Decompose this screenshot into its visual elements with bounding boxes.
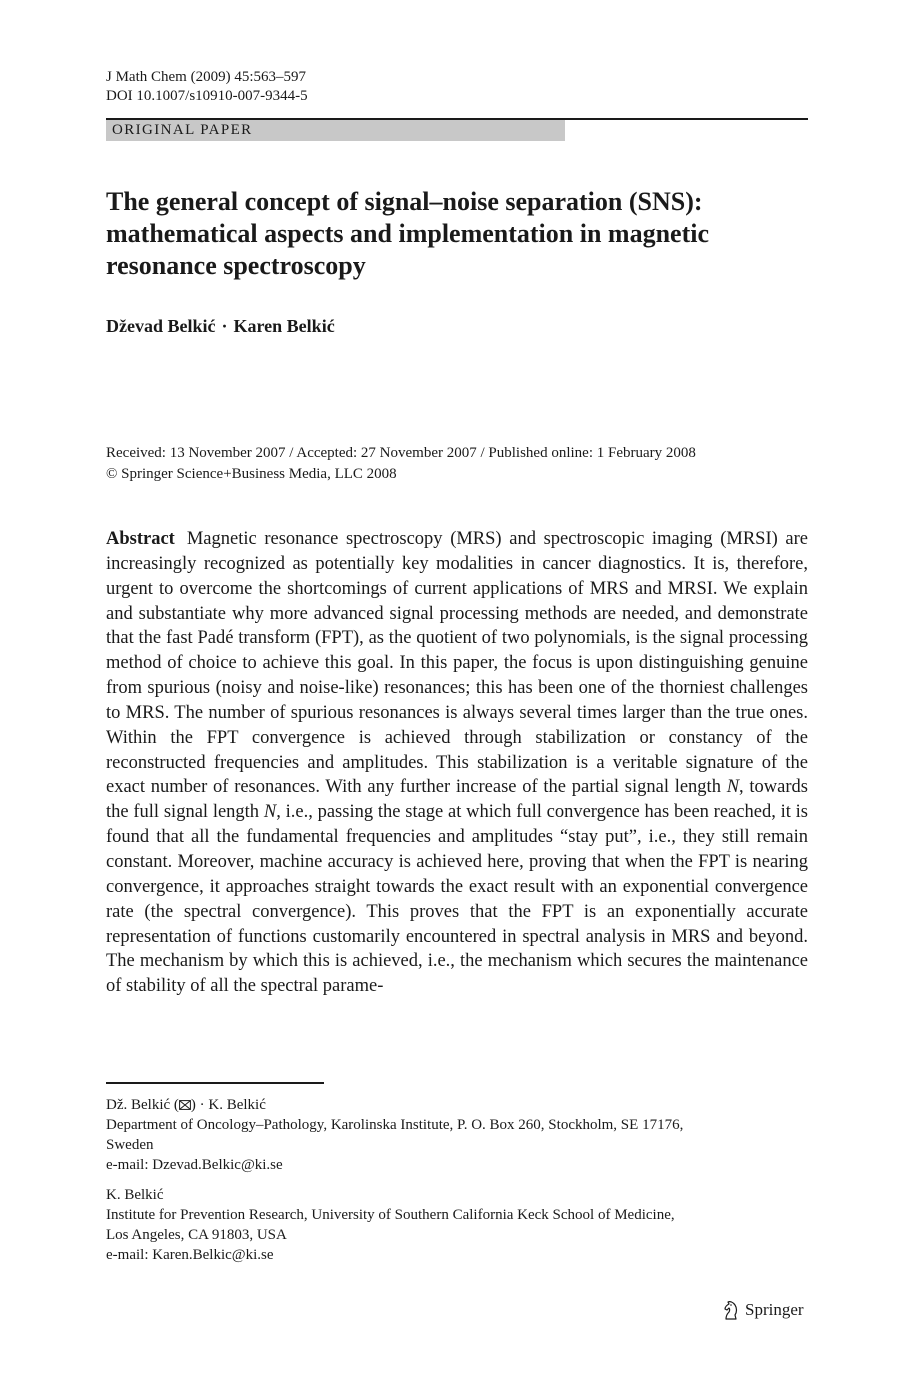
doi-line: DOI 10.1007/s10910-007-9344-5 bbox=[106, 88, 308, 104]
footnote-1-names bbox=[106, 1095, 808, 1115]
footnote-2-name: K. Belkić bbox=[106, 1187, 164, 1203]
article-type-badge: ORIGINAL PAPER bbox=[106, 120, 565, 141]
abstract-var-n-1: N bbox=[726, 777, 740, 798]
copyright-line: © Springer Science+Business Media, LLC 2008 bbox=[106, 466, 397, 482]
abstract-label: Abstract bbox=[106, 529, 175, 549]
publication-dates bbox=[106, 443, 696, 485]
publisher-name: Springer bbox=[745, 1300, 804, 1319]
footnote-1-name-suffix: ) · K. Belkić bbox=[190, 1097, 266, 1113]
footnote-1-affil-2: Sweden bbox=[106, 1137, 154, 1153]
footnote-affiliation-2 bbox=[106, 1185, 808, 1265]
chess-knight-icon bbox=[722, 1299, 740, 1321]
author-list bbox=[106, 316, 335, 337]
author-second: Karen Belkić bbox=[233, 316, 335, 336]
abstract-var-n-2: N bbox=[263, 802, 277, 823]
received-line: Received: 13 November 2007 / Accepted: 27 November 2007 / Published online: 1 February 2008 bbox=[106, 445, 696, 461]
footnote-2-affil-2: Los Angeles, CA 91803, USA bbox=[106, 1227, 287, 1243]
abstract-text-2: , towards the full signal length bbox=[106, 777, 808, 823]
journal-line: J Math Chem (2009) 45:563–597 bbox=[106, 69, 306, 85]
footnote-1-email: e-mail: Dzevad.Belkic@ki.se bbox=[106, 1157, 283, 1173]
footnote-affiliation-1 bbox=[106, 1095, 808, 1175]
paper-title: The general concept of signal–noise separation (SNS): mathematical aspects and implementation in magnetic resonance spectroscopy bbox=[106, 187, 710, 280]
footnote-2-email: e-mail: Karen.Belkic@ki.se bbox=[106, 1247, 274, 1263]
footnote-rule bbox=[106, 1082, 324, 1084]
footnote-2-affil-1: Institute for Prevention Research, University of Southern California Keck School of Medicine, bbox=[106, 1207, 675, 1223]
abstract-text-1: Magnetic resonance spectroscopy (MRS) and spectroscopic imaging (MRSI) are increasingly recognized as potentially key modalities in cancer diagnostics. It is, therefore, urgent to overcome the shortcomings of current applications of MRS and MRSI. We explain and substantiate why more advanced signal processing methods are needed, and demonstrate that the fast Padé transform (FPT), as the quotient of two polynomials, is the signal processing method of choice to achieve this goal. In this paper, the focus is upon distinguishing genuine from spurious (noisy and noise-like) resonances; this has been one of the thorniest challenges to MRS. The number of spurious resonances is always several times larger than the true ones. Within the FPT convergence is achieved through stabilization or constancy of the reconstructed frequencies and amplitudes. This stabilization is a veritable signature of the exact number of resonances. With any further increase of the partial signal length bbox=[106, 529, 808, 798]
abstract-text-3: , i.e., passing the stage at which full convergence has been reached, it is found that all the fundamental frequencies and amplitudes “stay put”, i.e., they still remain constant. Moreover, machine accuracy is achieved here, proving that when the FPT is nearing convergence, it approaches straight towards the exact result with an exponential convergence rate (the spectral convergence). This proves that the FPT is an exponentially accurate representation of functions customarily encountered in spectral analysis in MRS and beyond. The mechanism by which this is achieved, i.e., the mechanism which secures the maintenance of stability of all the spectral parame- bbox=[106, 802, 808, 997]
author-first: Dževad Belkić bbox=[106, 316, 216, 336]
publisher-logo bbox=[722, 1299, 804, 1321]
author-separator: · bbox=[221, 316, 228, 336]
footnote-1-name-prefix: Dž. Belkić ( bbox=[106, 1097, 179, 1113]
abstract bbox=[106, 527, 808, 999]
footnote-1-affil-1: Department of Oncology–Pathology, Karolinska Institute, P. O. Box 260, Stockholm, SE 17176, bbox=[106, 1117, 684, 1133]
journal-citation bbox=[106, 68, 308, 106]
envelope-icon bbox=[179, 1100, 191, 1110]
